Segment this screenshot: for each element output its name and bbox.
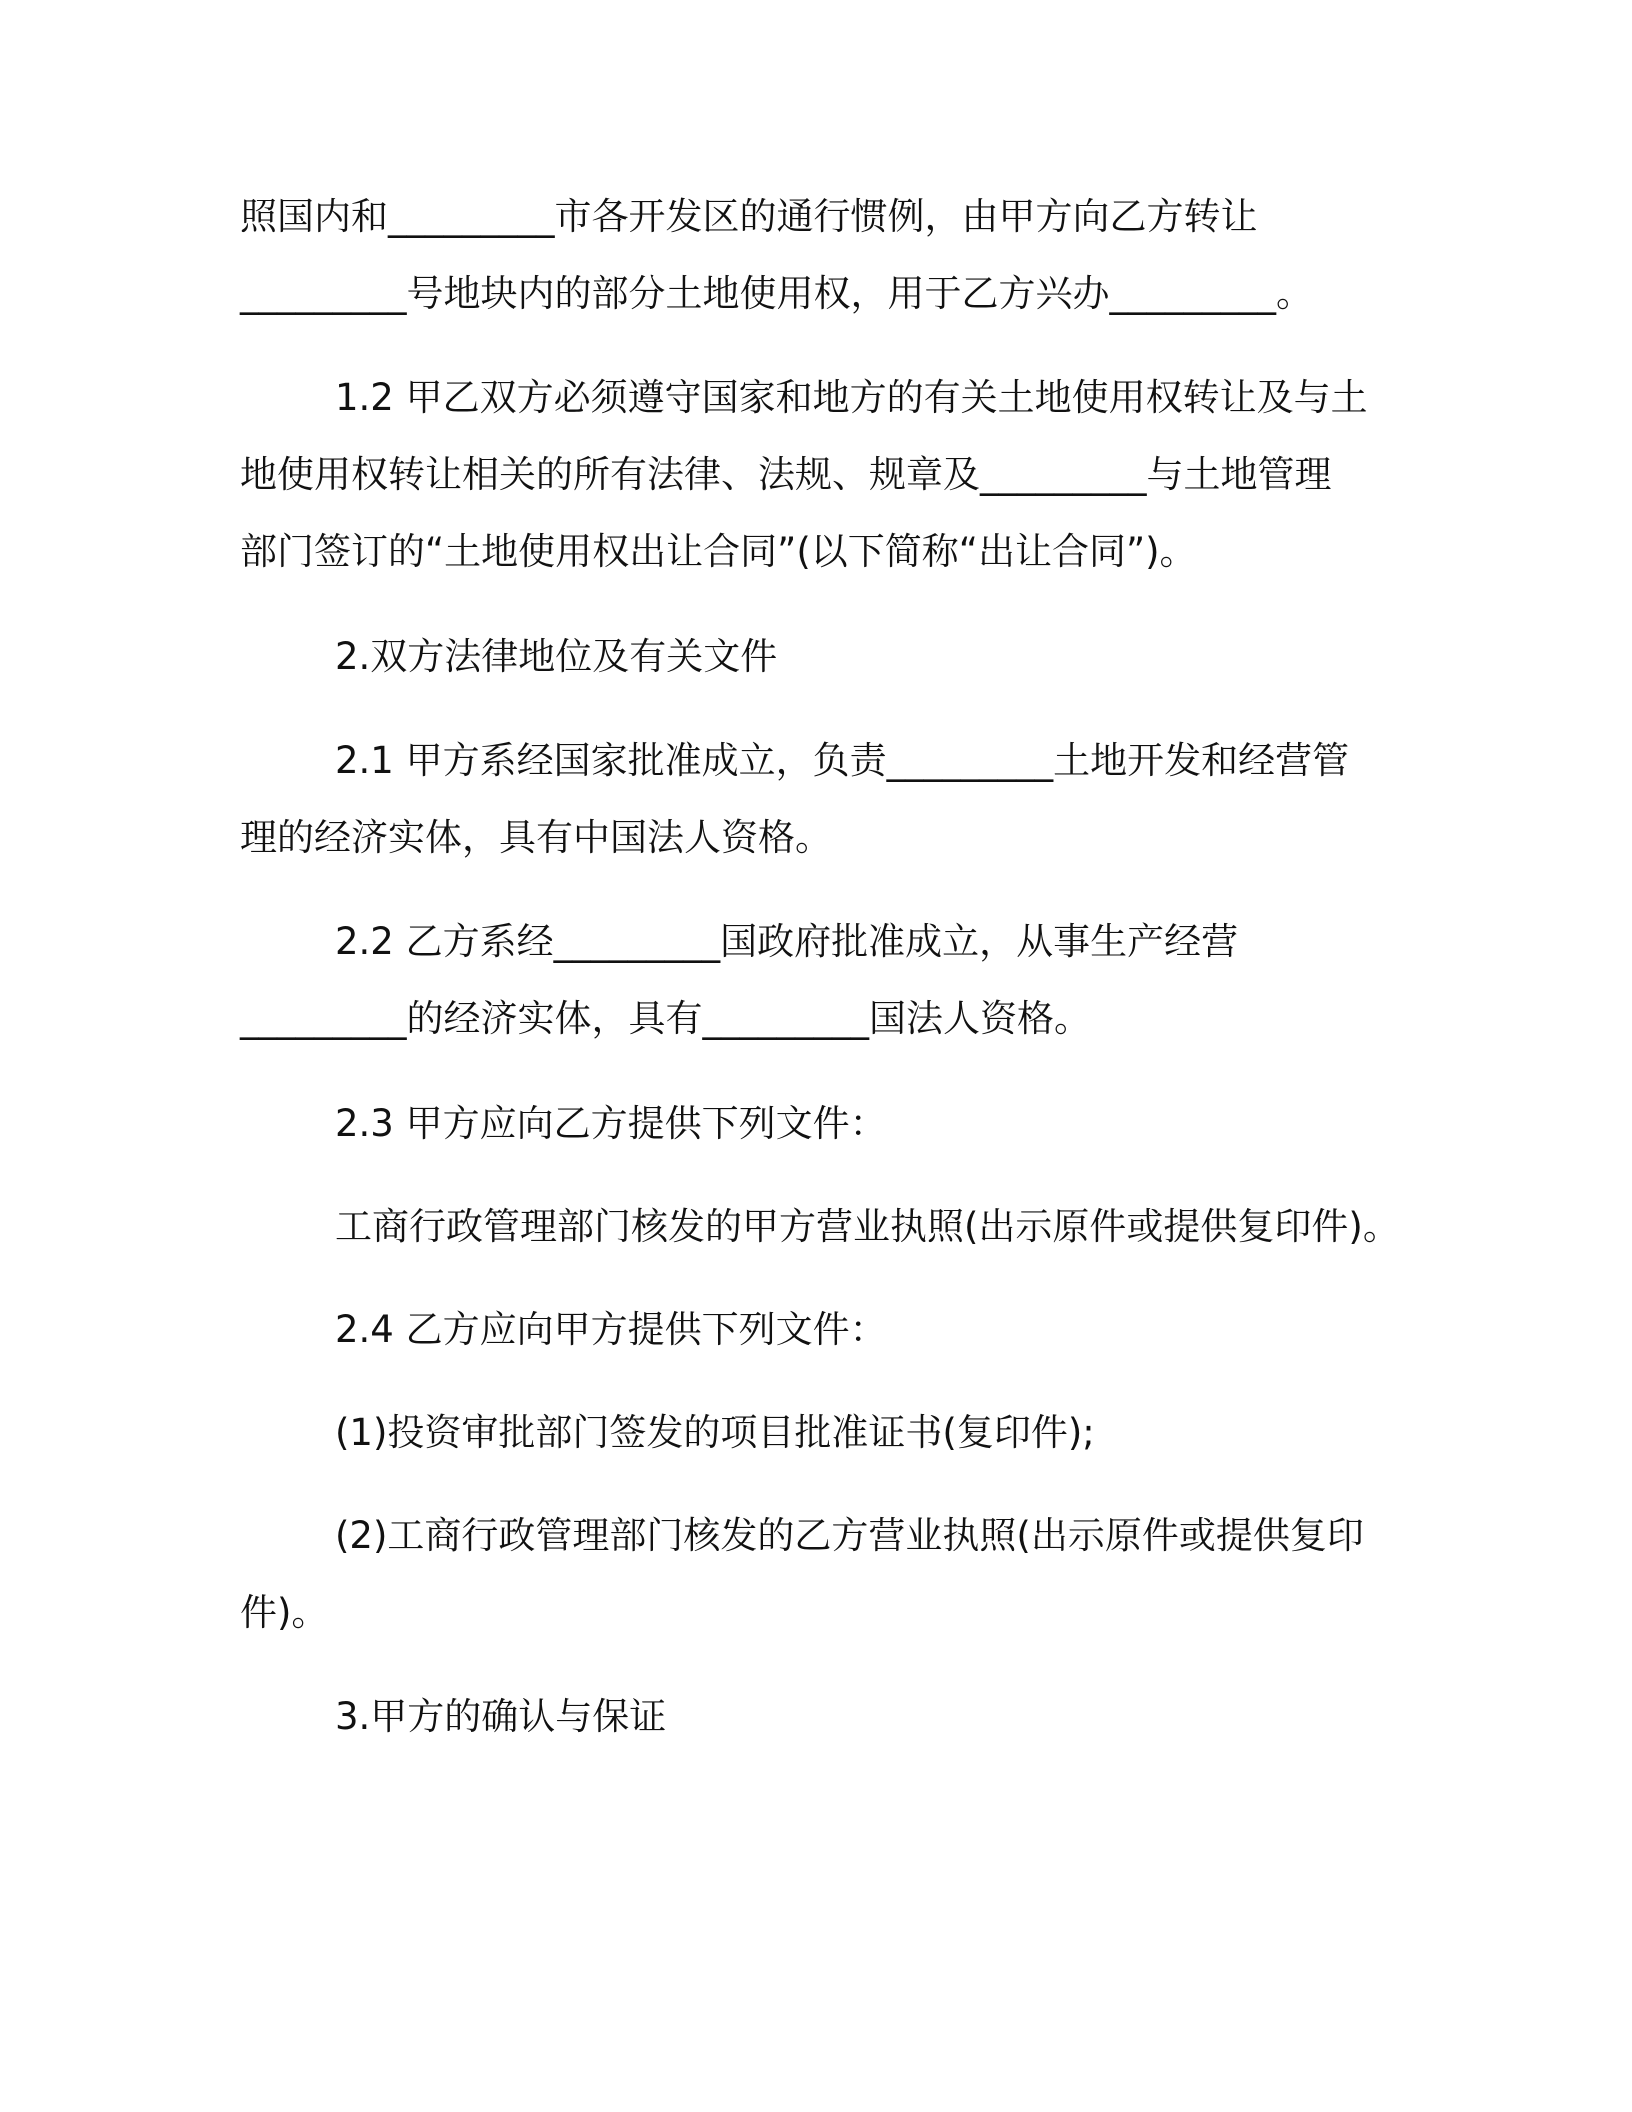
paragraph-2-4 — [240, 1291, 1400, 1368]
paragraph-intro — [240, 178, 1400, 332]
paragraph-line: 件)。 — [240, 1591, 329, 1634]
paragraph-line: 2.2 乙方系经_________国政府批准成立，从事生产经营 — [335, 920, 1239, 963]
paragraph-line: 2.4 乙方应向甲方提供下列文件： — [335, 1308, 887, 1351]
paragraph-line: 工商行政管理部门核发的甲方营业执照(出示原件或提供复印件)。 — [335, 1205, 1400, 1248]
paragraph-line: _________的经济实体，具有_________国法人资格。 — [240, 997, 1091, 1040]
paragraph-2-1 — [240, 722, 1400, 876]
paragraph-2-3-a — [240, 1188, 1400, 1265]
paragraph-1-2 — [240, 359, 1400, 590]
paragraph-line: 1.2 甲乙双方必须遵守国家和地方的有关土地使用权转让及与土 — [335, 376, 1368, 419]
paragraph-2-3 — [240, 1085, 1400, 1162]
paragraph-line: 部门签订的“土地使用权出让合同”(以下简称“出让合同”)。 — [240, 530, 1197, 573]
paragraph-line: _________号地块内的部分土地使用权，用于乙方兴办_________。 — [240, 272, 1313, 315]
list-item: (2)工商行政管理部门核发的乙方营业执照(出示原件或提供复印 — [335, 1514, 1364, 1557]
section-heading: 3.甲方的确认与保证 — [335, 1695, 667, 1738]
list-item: (1)投资审批部门签发的项目批准证书(复印件); — [335, 1411, 1095, 1454]
section-heading: 2.双方法律地位及有关文件 — [335, 635, 778, 678]
section-heading-2 — [240, 618, 1400, 695]
paragraph-line: 理的经济实体，具有中国法人资格。 — [240, 816, 832, 859]
paragraph-line: 地使用权转让相关的所有法律、法规、规章及_________与土地管理 — [240, 453, 1332, 496]
paragraph-2-2 — [240, 903, 1400, 1057]
paragraph-line: 2.1 甲方系经国家批准成立，负责_________土地开发和经营管 — [335, 739, 1350, 782]
paragraph-line: 2.3 甲方应向乙方提供下列文件： — [335, 1102, 887, 1145]
paragraph-2-4-1 — [240, 1394, 1400, 1471]
paragraph-line: 照国内和_________市各开发区的通行惯例，由甲方向乙方转让 — [240, 195, 1258, 238]
section-heading-3 — [240, 1678, 1400, 1755]
paragraph-2-4-2 — [240, 1497, 1400, 1651]
